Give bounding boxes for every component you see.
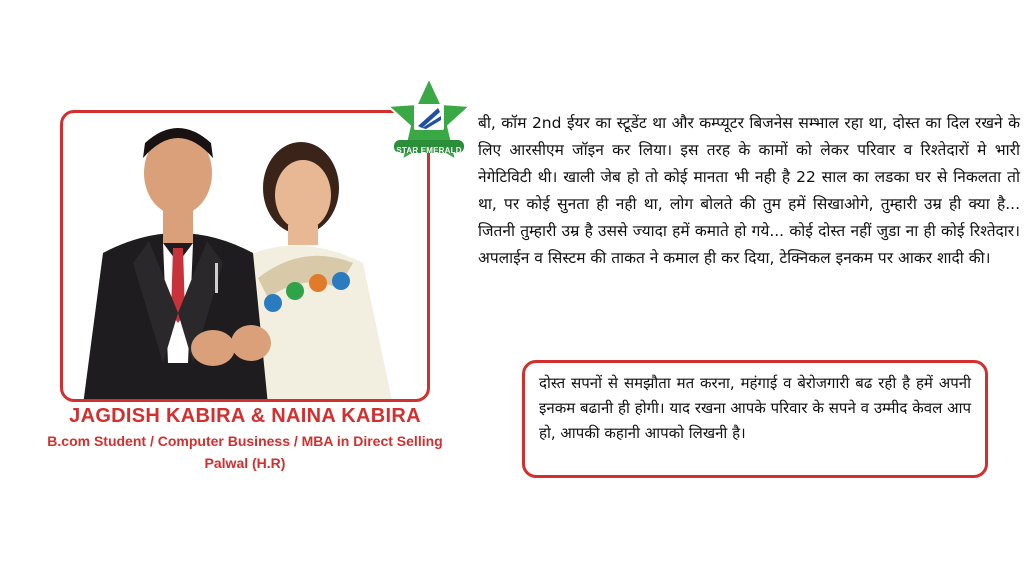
profile-place: Palwal (H.R)	[204, 455, 286, 471]
story-paragraph: बी, कॉम 2nd ईयर का स्टूडेंट था और कम्प्यूटर बिजनेस सम्भाल रहा था, दोस्त का दिल रखने के लिए आरसीएम जॉइन कर लिया। इस तरह के कामों को लेकर परिवार व रिश्तेदारों मे भारी नेगेटिविटी थी। खाली जेब हो तो कोई मानता भी नही है 22 साल का लडका घर से निकलता तो था, पर कोई सुनता ही नही था, लोग बोलते की तुम हमें सिखाओगे, तुम्हारी उम्र ही क्या है... जितनी तुम्हारी उम्र है उससे ज्यादा हमें कमाते हो गये... कोई दोस्त नहीं जुडा ना ही कोई रिश्तेदार। अपलाईन व सिस्टम की ताकत ने कमाल ही कर दिया, टेक्निकल इनकम पर आकर शादी की।	[478, 114, 1020, 267]
man-figure	[83, 128, 271, 402]
quote-text: दोस्त सपनों से समझौता मत करना, महंगाई व बेरोजगारी बढ रही है हमें अपनी इनकम बढानी ही होगी। याद रखना आपके परिवार के सपने व उम्मीद केवल आप हो, आपकी कहानी आपको लिखनी है।	[539, 374, 971, 442]
star-emerald-badge	[386, 76, 472, 166]
profile-subtitle: B.com Student / Computer Business / MBA in Direct Selling	[47, 433, 443, 449]
photo-frame	[60, 110, 430, 402]
couple-names: JAGDISH KABIRA & NAINA KABIRA	[69, 405, 421, 427]
badge-label: STAR EMERALD	[396, 146, 462, 155]
couple-photo	[63, 113, 430, 402]
quote-box	[522, 360, 988, 478]
